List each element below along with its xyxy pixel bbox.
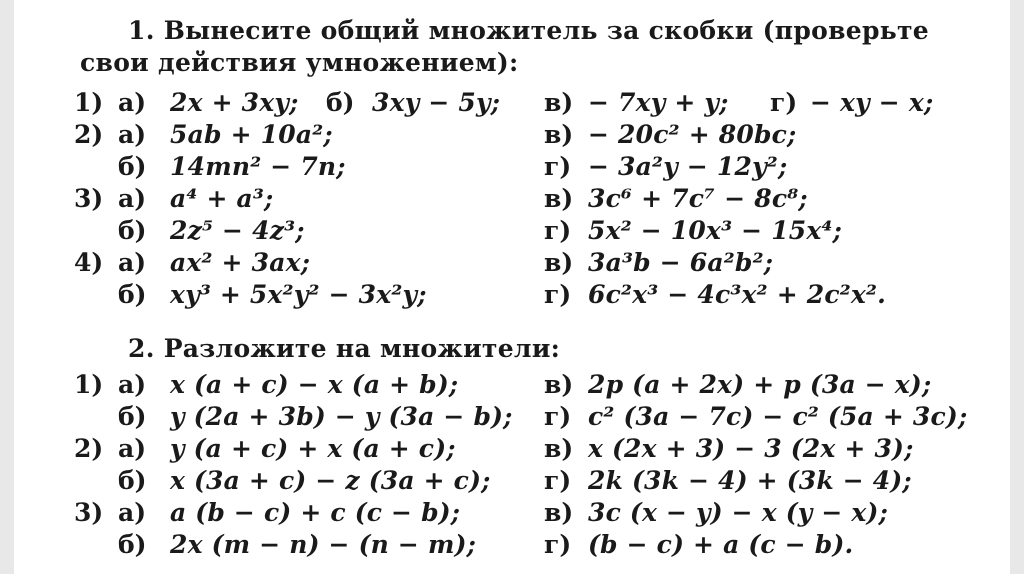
item-letter: а)	[118, 498, 147, 527]
s1-row-1	[0, 86, 1024, 119]
item-letter: а)	[118, 370, 147, 399]
item-letter: г)	[544, 280, 572, 309]
s1-row-5	[0, 214, 1024, 247]
item-letter: г)	[544, 152, 572, 181]
s1-row-6	[0, 246, 1024, 279]
s2-row-6	[0, 528, 1024, 561]
item-letter: г)	[544, 216, 572, 245]
row-number: 2)	[74, 120, 104, 149]
item-letter: а)	[118, 88, 147, 117]
expression: xy³ + 5x²y² − 3x²y;	[170, 280, 427, 309]
item-letter: б)	[118, 216, 147, 245]
row-number: 4)	[74, 248, 104, 277]
item-letter: а)	[118, 184, 147, 213]
item-letter: г)	[544, 402, 572, 431]
expression: 6c²x³ − 4c³x² + 2c²x².	[588, 280, 887, 309]
item-letter: б)	[118, 466, 147, 495]
expression: 5x² − 10x³ − 15x⁴;	[588, 216, 843, 245]
s2-row-3	[0, 432, 1024, 465]
item-letter: г)	[770, 88, 798, 117]
item-letter: а)	[118, 434, 147, 463]
item-letter: в)	[544, 88, 574, 117]
item-letter: г)	[544, 466, 572, 495]
s2-row-5	[0, 496, 1024, 529]
expression: ax² + 3ax;	[170, 248, 311, 277]
expression: 3a³b − 6a²b²;	[588, 248, 774, 277]
item-letter: г)	[544, 530, 572, 559]
item-letter: в)	[544, 184, 574, 213]
s1-row-2	[0, 118, 1024, 151]
section1-heading-line1: 1. Вынесите общий множитель за скобки (проверьте	[128, 16, 930, 45]
item-letter: б)	[118, 280, 147, 309]
row-number: 3)	[74, 184, 104, 213]
expression: − xy − x;	[810, 88, 934, 117]
s2-row-2	[0, 400, 1024, 433]
expression: x (a + c) − x (a + b);	[170, 370, 459, 399]
item-letter: б)	[118, 530, 147, 559]
expression: 2k (3k − 4) + (3k − 4);	[588, 466, 912, 495]
item-letter: в)	[544, 498, 574, 527]
s2-row-1	[0, 368, 1024, 401]
expression: − 20c² + 80bc;	[588, 120, 797, 149]
item-letter: в)	[544, 120, 574, 149]
expression: − 7xy + y;	[588, 88, 729, 117]
expression: 2z⁵ − 4z³;	[170, 216, 305, 245]
item-letter: а)	[118, 120, 147, 149]
expression: 2p (a + 2x) + p (3a − x);	[588, 370, 932, 399]
s1-row-7	[0, 278, 1024, 311]
expression: 3c (x − y) − x (y − x);	[588, 498, 888, 527]
expression: y (a + c) + x (a + c);	[170, 434, 456, 463]
item-letter: б)	[118, 402, 147, 431]
expression: 3c⁶ + 7c⁷ − 8c⁸;	[588, 184, 808, 213]
row-number: 3)	[74, 498, 104, 527]
expression: c² (3a − 7c) − c² (5a + 3c);	[588, 402, 968, 431]
s1-row-3	[0, 150, 1024, 183]
item-letter: в)	[544, 370, 574, 399]
item-letter: а)	[118, 248, 147, 277]
row-number: 1)	[74, 88, 104, 117]
expression: 2x + 3xy;	[170, 88, 299, 117]
item-letter: б)	[118, 152, 147, 181]
item-letter: в)	[544, 248, 574, 277]
expression: a (b − c) + c (c − b);	[170, 498, 461, 527]
row-number: 2)	[74, 434, 104, 463]
expression: y (2a + 3b) − y (3a − b);	[170, 402, 513, 431]
item-letter: в)	[544, 434, 574, 463]
expression: 2x (m − n) − (n − m);	[170, 530, 477, 559]
item-letter: б)	[326, 88, 355, 117]
expression: 5ab + 10a²;	[170, 120, 333, 149]
expression: 3xy − 5y;	[372, 88, 501, 117]
expression: − 3a²y − 12y²;	[588, 152, 788, 181]
expression: (b − c) + a (c − b).	[588, 530, 854, 559]
expression: x (2x + 3) − 3 (2x + 3);	[588, 434, 914, 463]
s2-row-4	[0, 464, 1024, 497]
section2-heading: 2. Разложите на множители:	[128, 334, 561, 363]
expression: x (3a + c) − z (3a + c);	[170, 466, 491, 495]
section1-heading-line2: свои действия умножением):	[80, 48, 519, 77]
expression: 14mn² − 7n;	[170, 152, 346, 181]
row-number: 1)	[74, 370, 104, 399]
expression: a⁴ + a³;	[170, 184, 274, 213]
s1-row-4	[0, 182, 1024, 215]
